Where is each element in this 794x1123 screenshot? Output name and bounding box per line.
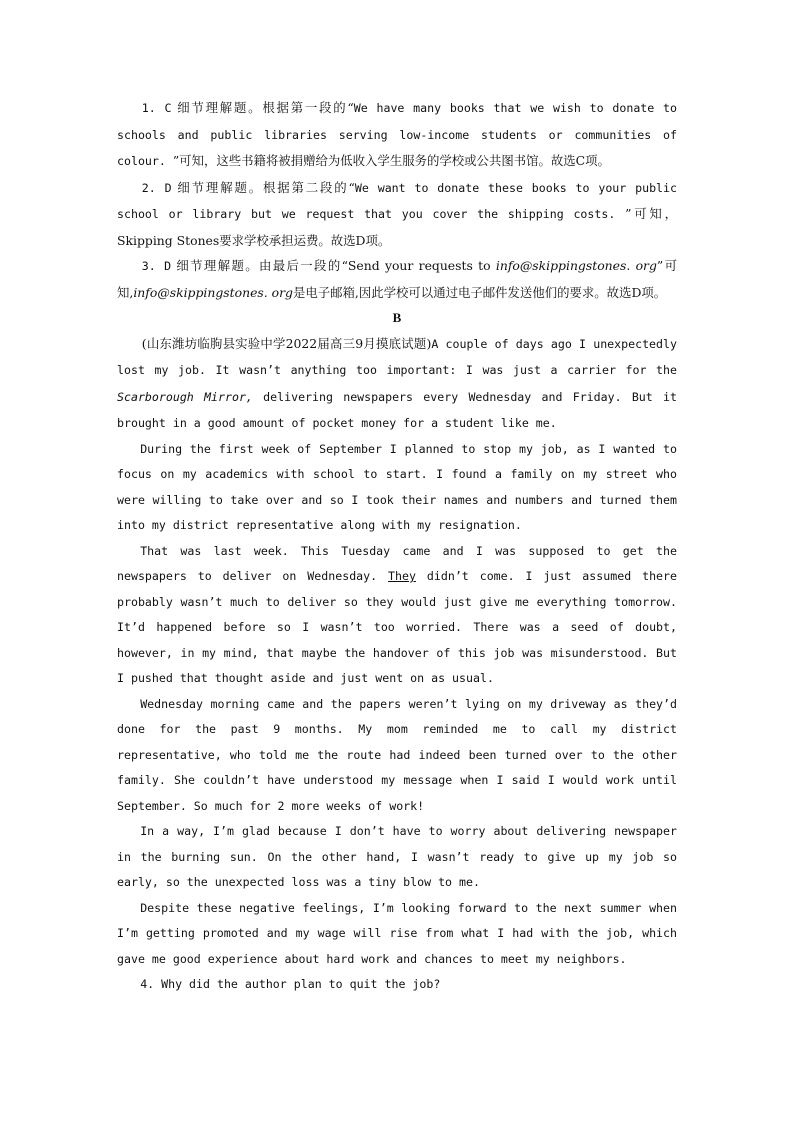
passage-paragraph-5: In a way, I’m glad because I don’t have to worry about delivering newspaper in the burning sun. On the other hand, I wasn’t ready to give up my job so early, so the unexpected loss was a tiny blow to me. [117,824,677,889]
passage-paragraph-4: Wednesday morning came and the papers weren’t lying on my driveway as they’d done for the past 9 months. My mom reminded me to call my district representative, who told me the route had indeed been turned over to the other family. She couldn’t have understood my message when I said I would work until September. So much for 2 more weeks of work! [117,696,677,813]
answer-1 [117,95,677,175]
answer-2-type: 细节理解题。 [177,179,263,195]
answer-3-conclusion: 是电子邮箱,因此学校可以通过电子邮件发送他们的要求。故选D项。 [292,284,667,300]
answer-3 [117,253,677,305]
passage-paragraph-6: Despite these negative feelings, I’m looking forward to the next summer when I’m getting promoted and my wage will rise from what I had with the job, which gave me good experience about hard work and chances to meet my neighbors. [117,900,677,966]
answer-3-email-repeat: info@skippingstones. org [133,284,293,300]
answer-1-conclusion: ”可知，这些书籍将被捐赠给为低收入学生服务的学校或公共图书馆。故选C项。 [172,153,610,168]
underlined-word-they: They [388,569,416,583]
answer-1-lead: 根据第一段的“ [262,100,354,115]
passage-p3-start: That was last week. This Tuesday came and I was supposed to get the newspapers to deliver on Wednesday. [117,543,677,583]
answer-1-quote: We have many books that we wish to donate to schools and public libraries serving low-income students or communities of colour. [117,101,677,168]
passage-paragraph-3 [117,539,677,692]
answer-3-email: info@skippingstones. org [495,258,657,273]
question-4: 4. Why did the author plan to quit the job? [140,977,441,991]
document-page [117,95,677,998]
passage-source: (山东潍坊临朐县实验中学2022届高三9月摸底试题) [141,335,432,351]
passage-p1-end: delivering newspapers every Wednesday and Friday. But it brought in a good amount of pocket money for a student like me. [117,389,677,430]
answer-1-number: 1. C [141,101,172,115]
passage-paragraph-2: During the first week of September I planned to stop my job, as I wanted to focus on my academics with school to start. I found a family on my street who were willing to take over and so I took their names and numbers and turned them into my district representative along with my resignation. [117,441,677,532]
answer-2-number: 2. D [141,180,172,195]
newspaper-name: Scarborough Mirror, [117,389,253,404]
answer-3-lead: 由最后一段的“ [259,258,348,273]
answer-2-quote: We want to donate these books to your public school or library but we request that you cover the shipping costs. [117,180,677,221]
answer-2-lead: 根据第二段的“ [262,179,355,195]
answer-2 [117,175,677,254]
answer-3-number: 3. D [141,259,172,273]
answer-3-mid: ”可知, [117,258,677,300]
answer-3-type: 细节理解题。 [176,258,259,273]
answer-3-quote: Send your requests to [347,258,496,273]
answer-1-type: 细节理解题。 [177,100,263,115]
section-title: B [392,310,402,325]
answer-2-conclusion: ”可知，Skipping Stones要求学校承担运费。故选D项。 [117,206,677,248]
passage-paragraph-1 [117,331,677,437]
passage-p3-end: didn’t come. I just assumed there probably wasn’t much to deliver so they would just give me everything tomorrow. It’d happened before so I wasn’t too worried. There was a seed of doubt, however, in my mind, that maybe the handover of this job was misunderstood. But I pushed that thought aside and just went on as usual. [117,569,677,685]
passage-p1-start: A couple of days ago I unexpectedly lost my job. It wasn’t anything too important: I was just a carrier for the [117,336,677,377]
